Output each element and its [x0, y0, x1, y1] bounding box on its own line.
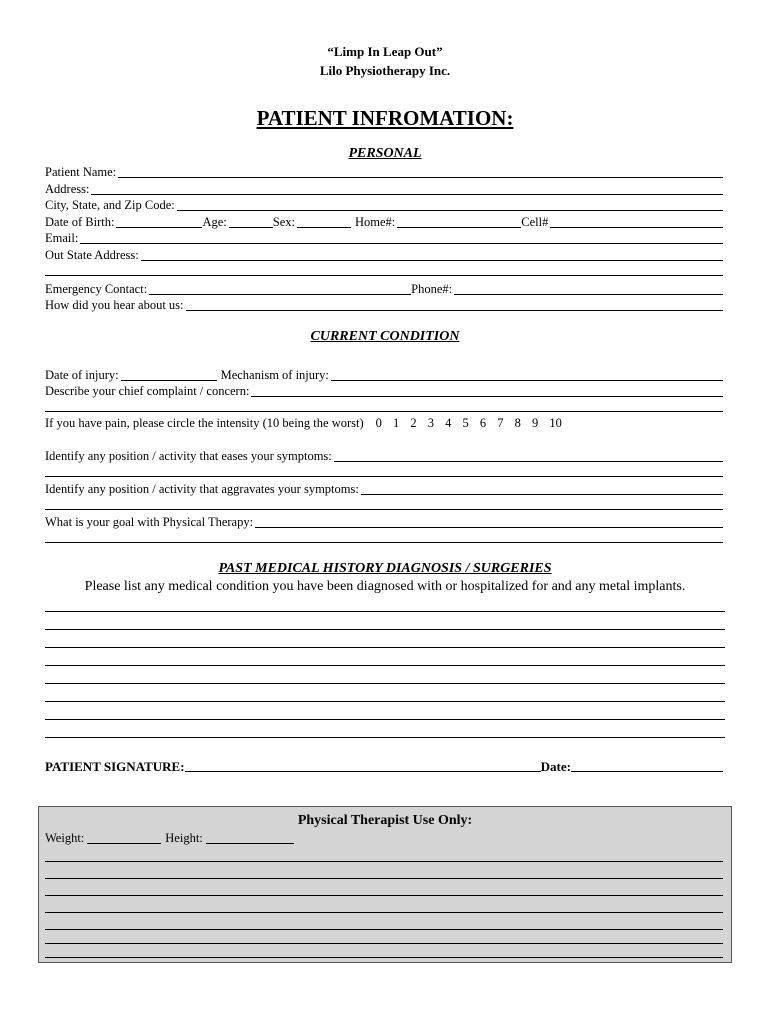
goal-row [45, 513, 723, 530]
eases-row [45, 447, 723, 464]
sex-label: Sex: [272, 215, 295, 229]
home-phone-field[interactable] [397, 215, 521, 228]
history-line[interactable] [45, 611, 725, 612]
therapist-note-line[interactable] [45, 895, 723, 896]
age-field[interactable] [229, 215, 273, 228]
pain-value-9[interactable]: 9 [532, 416, 539, 430]
aggravates-field[interactable] [361, 482, 723, 495]
goal-label: What is your goal with Physical Therapy: [45, 515, 254, 529]
address-row [45, 180, 723, 197]
hear-about-field[interactable] [186, 298, 723, 311]
weight-height-row [45, 829, 294, 846]
pain-value-3[interactable]: 3 [427, 416, 435, 430]
goal-line-2[interactable] [45, 542, 723, 543]
phone-label: Phone#: [411, 282, 453, 296]
date-of-injury-field[interactable] [121, 368, 217, 381]
eases-label: Identify any position / activity that eases your symptoms: [45, 449, 332, 463]
hear-about-label: How did you hear about us: [45, 298, 184, 312]
aggravates-label: Identify any position / activity that aggravates your symptoms: [45, 482, 359, 496]
pain-value-6[interactable]: 6 [479, 416, 487, 430]
height-field[interactable] [206, 831, 294, 844]
city-state-zip-field[interactable] [177, 198, 723, 211]
phone-field[interactable] [454, 282, 723, 295]
eases-field[interactable] [334, 449, 723, 462]
chief-complaint-line-2[interactable] [45, 411, 723, 412]
patient-name-row [45, 163, 723, 180]
email-row [45, 229, 723, 246]
section-heading-personal: PERSONAL [348, 146, 422, 161]
history-line[interactable] [45, 629, 725, 630]
aggravates-row [45, 480, 723, 497]
chief-complaint-field[interactable] [251, 384, 723, 397]
therapist-note-line[interactable] [45, 929, 723, 930]
out-state-address-row [45, 246, 723, 263]
therapist-note-line[interactable] [45, 957, 723, 958]
chief-complaint-label: Describe your chief complaint / concern: [45, 384, 250, 398]
mechanism-label: Mechanism of injury: [220, 368, 329, 382]
patient-name-field[interactable] [118, 165, 723, 178]
emergency-contact-row [45, 280, 723, 297]
history-line[interactable] [45, 683, 725, 684]
address-label: Address: [45, 182, 90, 196]
company-name: Lilo Physiotherapy Inc. [319, 63, 451, 78]
email-label: Email: [45, 231, 79, 245]
height-label: Height: [165, 831, 203, 845]
pain-value-5[interactable]: 5 [462, 416, 469, 430]
therapist-note-line[interactable] [45, 861, 723, 862]
city-state-zip-row [45, 196, 723, 213]
emergency-contact-field[interactable] [149, 282, 411, 295]
home-phone-label: Home#: [354, 215, 396, 229]
hear-about-row [45, 296, 723, 313]
signature-date-field[interactable] [571, 759, 723, 772]
chief-complaint-row [45, 382, 723, 399]
pain-value-2[interactable]: 2 [410, 416, 417, 430]
weight-field[interactable] [87, 831, 161, 844]
goal-field[interactable] [255, 515, 723, 528]
history-line[interactable] [45, 719, 725, 720]
eases-line-2[interactable] [45, 476, 723, 477]
address-field[interactable] [91, 182, 723, 195]
mechanism-field[interactable] [331, 368, 723, 381]
city-state-zip-label: City, State, and Zip Code: [45, 198, 175, 212]
history-line[interactable] [45, 647, 725, 648]
out-state-address-line-2[interactable] [45, 275, 723, 276]
signature-date-label: Date: [540, 759, 571, 774]
signature-label: PATIENT SIGNATURE: [45, 759, 185, 774]
past-history-instructions: Please list any medical condition you have been diagnosed with or hospitalized for and any metal implants. [84, 579, 686, 594]
pain-value-10[interactable]: 10 [549, 416, 562, 430]
form-title: PATIENT INFROMATION: [256, 106, 514, 130]
therapist-note-line[interactable] [45, 878, 723, 879]
cell-phone-label: Cell# [521, 215, 549, 229]
date-of-injury-label: Date of injury: [45, 368, 119, 382]
dob-field[interactable] [116, 215, 202, 228]
pain-value-1[interactable]: 1 [393, 416, 400, 430]
pain-row [45, 414, 723, 431]
out-state-address-field[interactable] [141, 248, 723, 261]
injury-row [45, 366, 723, 383]
cell-phone-field[interactable] [550, 215, 723, 228]
section-heading-current-condition: CURRENT CONDITION [310, 329, 460, 344]
tagline: “Limp In Leap Out” [327, 44, 443, 59]
pain-scale [366, 416, 570, 431]
sex-field[interactable] [297, 215, 351, 228]
out-state-address-label: Out State Address: [45, 248, 139, 262]
therapist-use-only-box [38, 806, 732, 963]
history-line[interactable] [45, 665, 725, 666]
pain-value-8[interactable]: 8 [514, 416, 521, 430]
emergency-contact-label: Emergency Contact: [45, 282, 148, 296]
age-label: Age: [202, 215, 227, 229]
pain-value-4[interactable]: 4 [445, 416, 452, 430]
signature-field[interactable] [185, 759, 541, 772]
history-line[interactable] [45, 737, 725, 738]
history-line[interactable] [45, 701, 725, 702]
therapist-box-title: Physical Therapist Use Only: [297, 813, 473, 828]
dob-label: Date of Birth: [45, 215, 115, 229]
weight-label: Weight: [45, 831, 85, 845]
therapist-note-line[interactable] [45, 943, 723, 944]
aggravates-line-2[interactable] [45, 509, 723, 510]
therapist-note-line[interactable] [45, 912, 723, 913]
pain-value-7[interactable]: 7 [497, 416, 504, 430]
dob-row [45, 213, 723, 230]
pain-prompt: If you have pain, please circle the intensity (10 being the worst) [45, 416, 364, 430]
email-field[interactable] [80, 231, 723, 244]
signature-row [45, 757, 723, 775]
section-heading-past-medical-history: PAST MEDICAL HISTORY DIAGNOSIS / SURGERIES [218, 561, 552, 576]
pain-value-0[interactable]: 0 [375, 416, 382, 430]
patient-name-label: Patient Name: [45, 165, 117, 179]
